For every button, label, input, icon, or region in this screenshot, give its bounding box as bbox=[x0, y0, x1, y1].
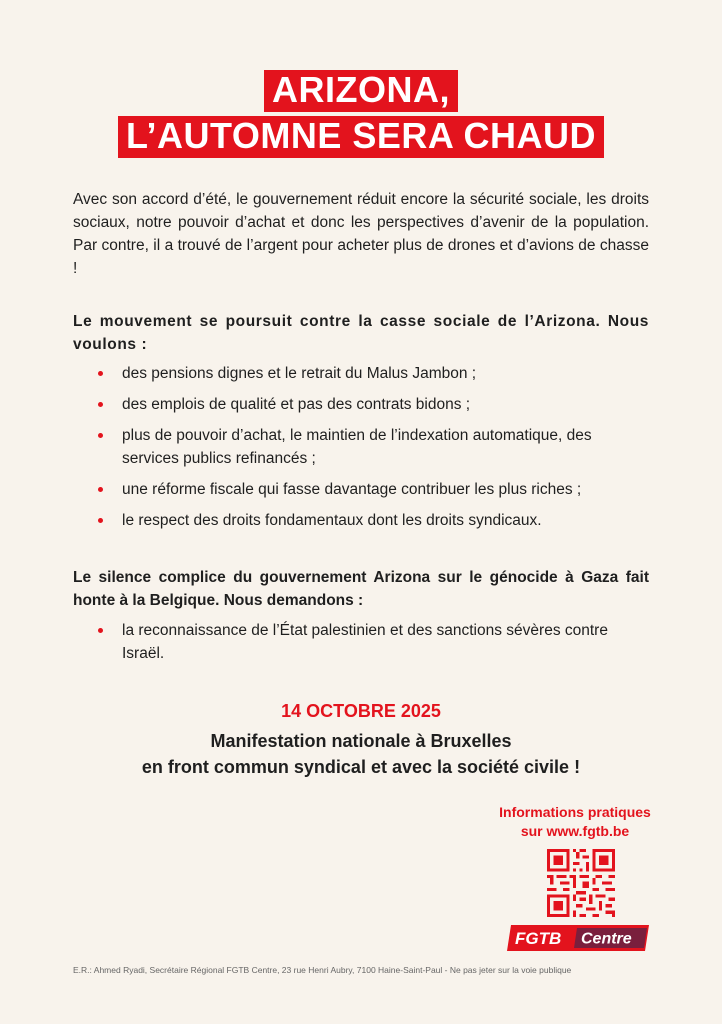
footer-legal: E.R.: Ahmed Ryadi, Secrétaire Régional FGTB Centre, 23 rue Henri Aubry, 7100 Haine-Saint-Paul - Ne pas jeter sur la voie publique bbox=[73, 965, 572, 975]
list-item: la reconnaissance de l’État palestinien et des sanctions sévères contre Israël. bbox=[98, 619, 628, 665]
demands-list bbox=[98, 362, 628, 540]
section-2-heading: Le silence complice du gouvernement Arizona sur le génocide à Gaza fait honte à la Belgique. Nous demandons : bbox=[73, 569, 649, 609]
list-item: une réforme fiscale qui fasse davantage contribuer les plus riches ; bbox=[98, 478, 628, 501]
event-date: 14 OCTOBRE 2025 bbox=[281, 701, 441, 721]
event-line-1: Manifestation nationale à Bruxelles bbox=[210, 731, 512, 751]
event-description bbox=[0, 728, 722, 780]
bullet-icon bbox=[98, 371, 103, 376]
logo-fgtb-text: FGTB bbox=[515, 929, 562, 948]
info-link[interactable]: sur www.fgtb.be bbox=[520, 823, 630, 839]
section-1-heading: Le mouvement se poursuit contre la casse sociale de l’Arizona. Nous voulons : bbox=[73, 313, 649, 353]
bullet-icon bbox=[98, 433, 103, 438]
list-item: plus de pouvoir d’achat, le maintien de l’indexation automatique, des services publics refinancés ; bbox=[98, 424, 628, 470]
bullet-icon bbox=[98, 402, 103, 407]
page-title bbox=[0, 70, 722, 158]
list-item: le respect des droits fondamentaux dont les droits syndicaux. bbox=[98, 509, 628, 532]
list-item: des emplois de qualité et pas des contrats bidons ; bbox=[98, 393, 628, 416]
title-line-1: ARIZONA, bbox=[264, 70, 458, 112]
bullet-icon bbox=[98, 628, 103, 633]
fgtb-centre-logo bbox=[507, 925, 649, 951]
info-text bbox=[490, 803, 660, 841]
intro-paragraph: Avec son accord d’été, le gouvernement réduit encore la sécurité sociale, les droits sociaux, notre pouvoir d’achat et donc les perspectives d’avenir de la population. Par contre, il a trouvé de l’argent pour acheter plus de drones et d’avions de chasse ! bbox=[73, 191, 649, 277]
logo-centre-text: Centre bbox=[581, 930, 632, 948]
title-line-2: L’AUTOMNE SERA CHAUD bbox=[118, 116, 604, 158]
bullet-icon bbox=[98, 487, 103, 492]
list-item: des pensions dignes et le retrait du Malus Jambon ; bbox=[98, 362, 628, 385]
gaza-demands-list bbox=[98, 619, 628, 665]
qr-code-icon[interactable] bbox=[547, 849, 615, 917]
info-line-1: Informations pratiques bbox=[499, 804, 651, 820]
bullet-icon bbox=[98, 518, 103, 523]
event-line-2: en front commun syndical et avec la société civile ! bbox=[141, 757, 581, 777]
